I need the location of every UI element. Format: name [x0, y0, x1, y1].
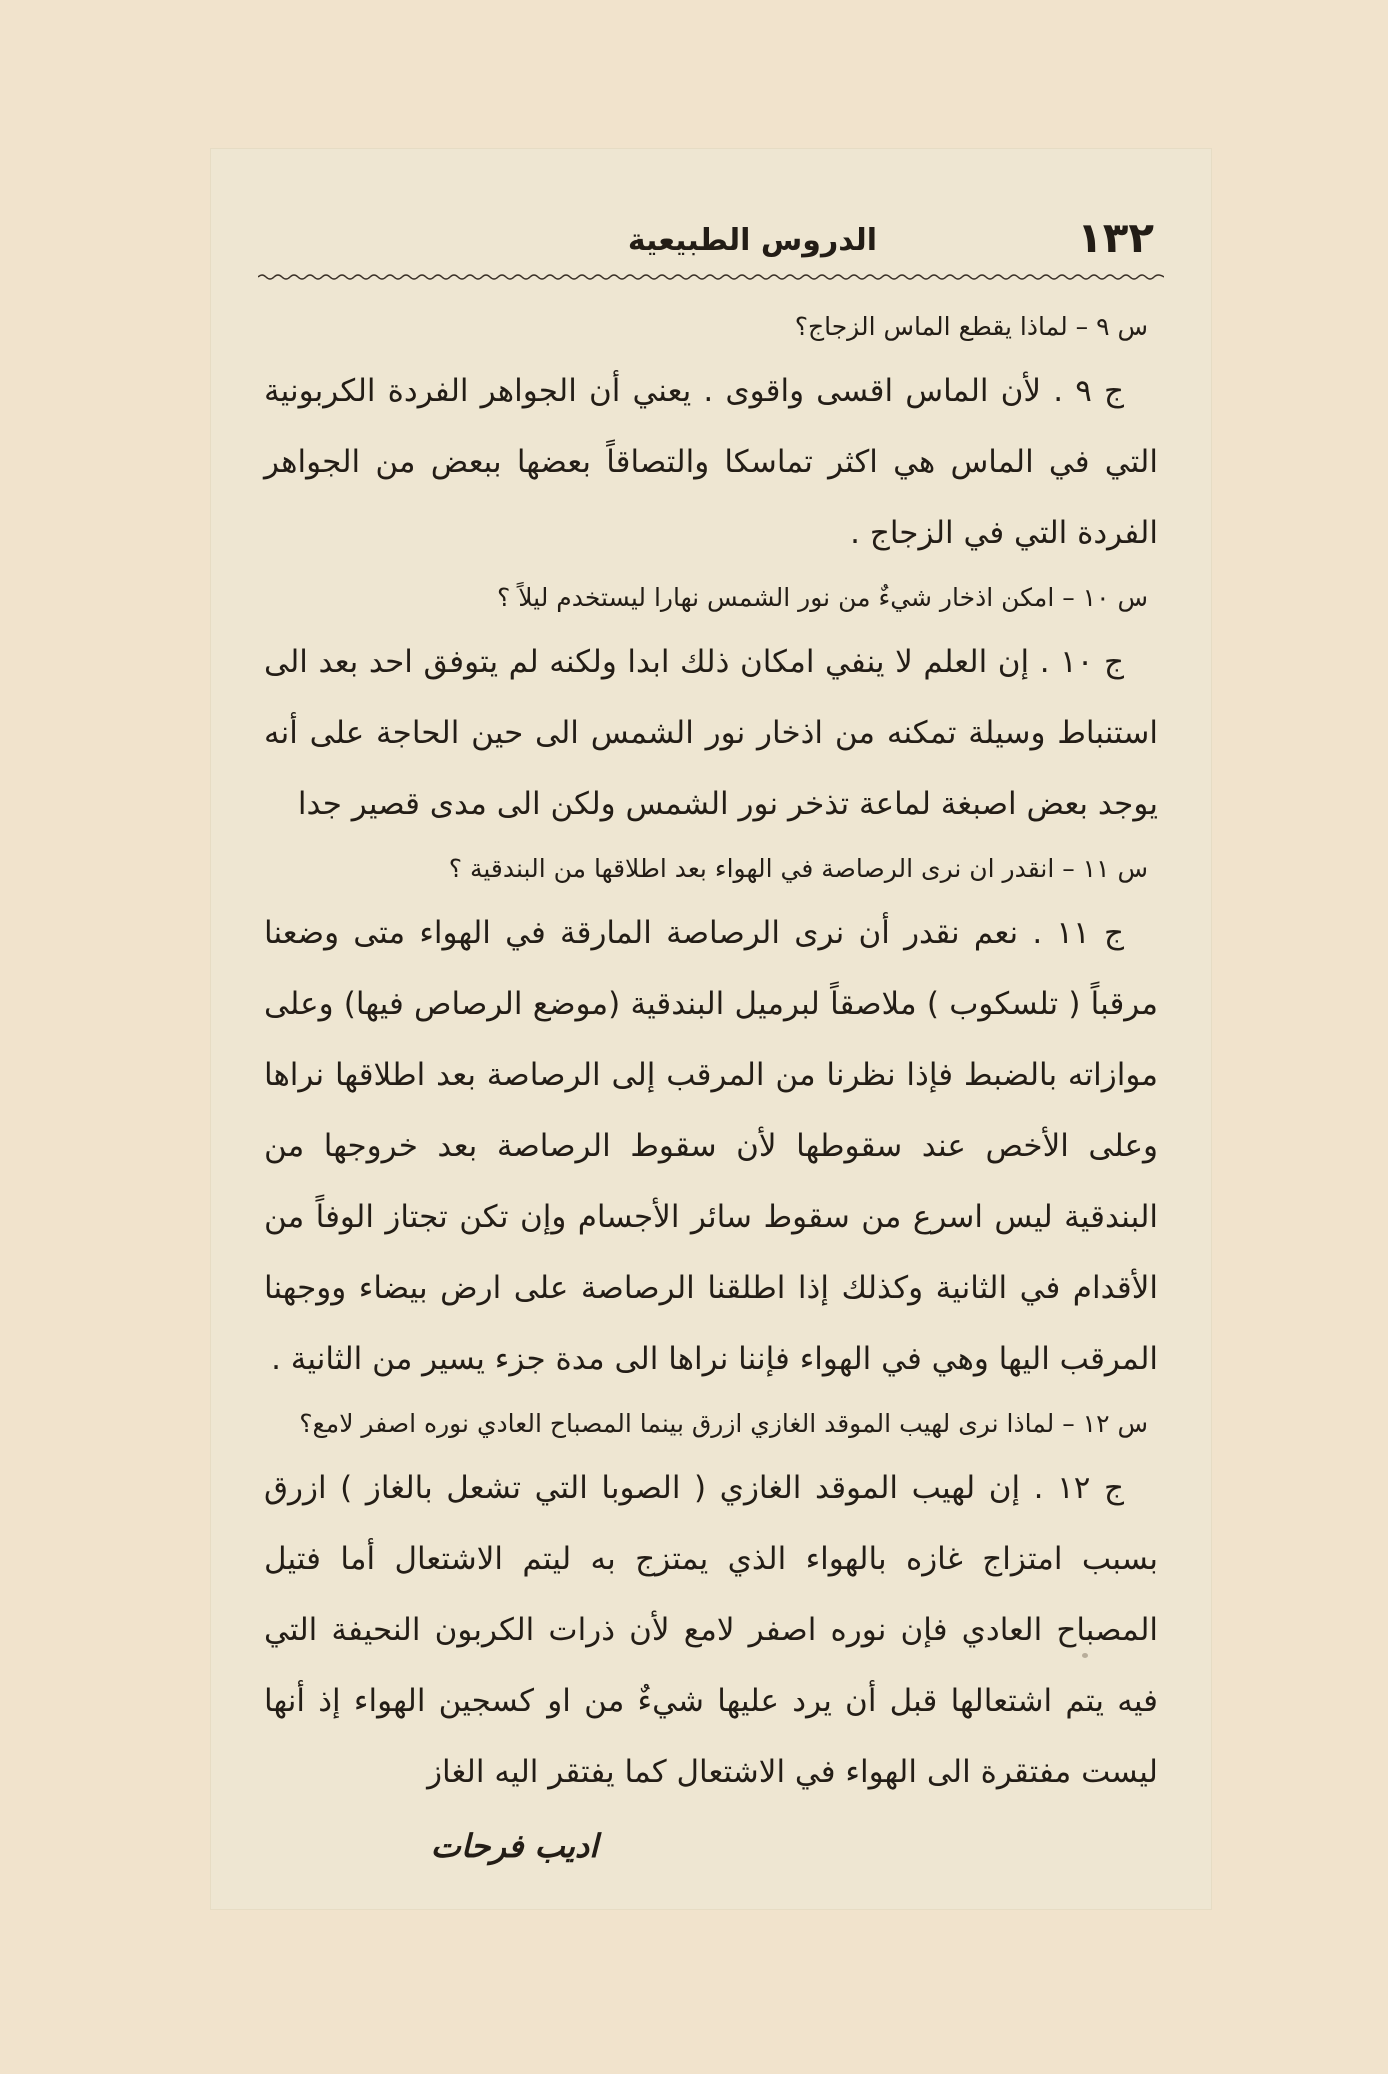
answer-10	[264, 627, 1158, 840]
answer-9	[264, 356, 1158, 569]
wavy-header-rule	[258, 272, 1164, 282]
answer-12-text: ج ١٢ . إن لهيب الموقد الغازي ( الصوبا التي تشعل بالغاز ) ازرق بسبب امتزاج غازه بالهواء الذي يمتزج به ليتم الاشتعال أما فتيل المصباح العادي فإن نوره اصفر لامع لأن ذرات الكربون النحيفة التي فيه يتم اشتعالها قبل أن يرد عليها شيءٌ من او كسجين الهواء إذ أنها ليست مفتقرة الى الهواء في الاشتعال كما يفتقر اليه الغاز	[264, 1470, 1158, 1790]
answer-10-text: ج ١٠ . إن العلم لا ينفي امكان ذلك ابدا ولكنه لم يتوفق احد بعد الى استنباط وسيلة تمكنه من اذخار نور الشمس الى حين الحاجة على أنه يوجد بعض اصبغة لماعة تذخر نور الشمس ولكن الى مدى قصير جدا	[264, 644, 1158, 822]
running-head: الدروس الطبيعية	[627, 223, 878, 258]
answer-11	[264, 898, 1158, 1395]
answer-12	[264, 1453, 1158, 1808]
answer-11-text: ج ١١ . نعم نقدر أن نرى الرصاصة المارقة في الهواء متى وضعنا مرقباً ( تلسكوب ) ملاصقاً لبرميل البندقية (موضع الرصاص فيها) وعلى موازاته بالضبط فإذا نظرنا من المرقب إلى الرصاصة بعد اطلاقها نراها وعلى الأخص عند سقوطها لأن سقوط الرصاصة بعد خروجها من البندقية ليس اسرع من سقوط سائر الأجسام وإن تكن تجتاز الوفاً من الأقدام في الثانية وكذلك إذا اطلقنا الرصاصة على ارض بيضاء ووجهنا المرقب اليها وهي في الهواء فإننا نراها الى مدة جزء يسير من الثانية .	[264, 915, 1158, 1377]
author-signature: اديب فرحات	[430, 1827, 598, 1865]
question-9: س ٩ – لماذا يقطع الماس الزجاج؟	[794, 312, 1148, 341]
question-11: س ١١ – انقدر ان نرى الرصاصة في الهواء بعد اطلاقها من البندقية ؟	[448, 854, 1148, 883]
page-body	[264, 298, 1158, 1876]
question-10: س ١٠ – امكن اذخار شيءٌ من نور الشمس نهارا ليستخدم ليلاً ؟	[497, 583, 1148, 612]
book-page	[210, 148, 1212, 1910]
question-12: س ١٢ – لماذا نرى لهيب الموقد الغازي ازرق بينما المصباح العادي نوره اصفر لامع؟	[299, 1409, 1148, 1438]
page-header	[258, 206, 1164, 262]
paper-speck	[1082, 1653, 1088, 1658]
answer-9-text: ج ٩ . لأن الماس اقسى واقوى . يعني أن الجواهر الفردة الكربونية التي في الماس هي اكثر تماسكا والتصاقاً بعضها ببعض من الجواهر الفردة التي في الزجاج .	[264, 373, 1158, 551]
page-number: ١٣٢	[1077, 213, 1154, 262]
